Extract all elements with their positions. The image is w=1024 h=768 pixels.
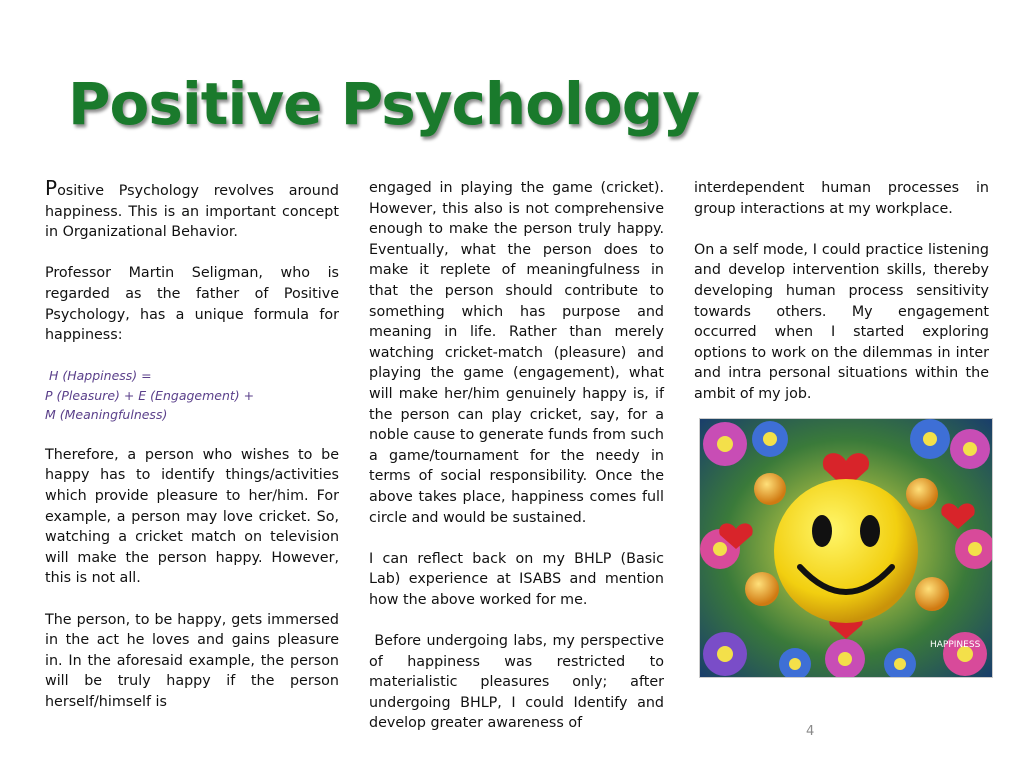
formula-line-1: H (Happiness) = xyxy=(49,368,152,384)
page-number: 4 xyxy=(806,724,815,739)
smiley-illustration xyxy=(700,419,992,677)
paragraph-immersion: The person, to be happy, gets immersed in the act he loves and gains pleasure in. In the aforesaid example, the person will be truly happy if the person herself/himself is xyxy=(45,611,339,710)
paragraph-pleasure: Therefore, a person who wishes to be happy has to identify things/activities which provide pleasure to her/him. For example, a person may love cricket. So, watching a cricket match on television will make the person happy. However, this is not all. xyxy=(45,446,339,587)
smiley-face xyxy=(774,479,918,623)
happiness-formula xyxy=(45,366,339,425)
slide-title: Positive Psychology xyxy=(68,70,700,138)
formula-line-3: M (Meaningfulness) xyxy=(45,407,168,423)
paragraph-perspective: Before undergoing labs, my perspective of happiness was restricted to materialistic pleasures only; after undergoing BHLP, I could Identify and develop greater awareness of xyxy=(369,633,669,732)
formula-line-2: P (Pleasure) + E (Engagement) + xyxy=(45,387,255,403)
smiley-flowers-image xyxy=(699,418,993,678)
paragraph-intro xyxy=(45,178,339,243)
text-column-2 xyxy=(369,178,669,755)
paragraph-workplace: interdependent human processes in group interactions at my workplace. xyxy=(694,180,989,217)
text-column-1 xyxy=(45,178,339,733)
image-caption: HAPPINESS xyxy=(930,640,981,650)
drop-cap: P xyxy=(45,176,58,200)
paragraph-seligman: Professor Martin Seligman, who is regarded as the father of Positive Psychology, has a unique formula for happiness: xyxy=(45,265,339,344)
text-column-3 xyxy=(694,178,989,425)
paragraph-bhlp: I can reflect back on my BHLP (Basic Lab) experience at ISABS and mention how the above worked for me. xyxy=(369,550,664,608)
paragraph-intro-text: ositive Psychology revolves around happiness. This is an important concept in Organizational Behavior. xyxy=(45,183,339,241)
paragraph-self-mode: On a self mode, I could practice listening and develop intervention skills, thereby developing human process sensitivity towards others. My engagement occurred when I started exploring options to work on the dilemmas in inter and intra personal situations within the ambit of my job. xyxy=(694,241,989,402)
paragraph-engagement: engaged in playing the game (cricket). However, this also is not comprehensive enough to make the person truly happy. Eventually, what the person does to make it replete of meaningfulness in that the person should contribute to something which has purpose and meaning in life. Rather than merely watching cricket-match (pleasure) and playing the game (engagement), what will make her/him genuinely happy is, if the person can play cricket, say, for a noble cause to generate funds from such a game/tournament for the needy in terms of social responsibility. Once the above takes place, happiness comes full circle and would be sustained. xyxy=(369,180,664,526)
